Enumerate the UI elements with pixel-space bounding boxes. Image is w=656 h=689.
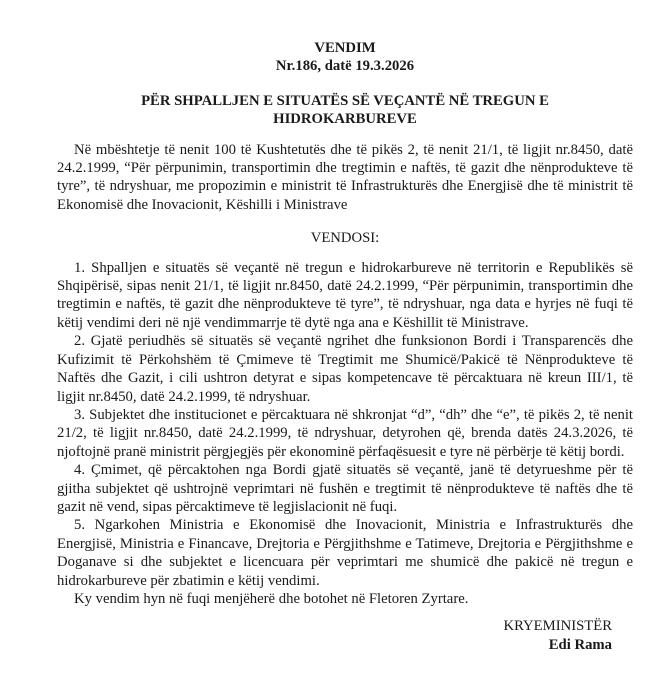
- decision-point-2: 2. Gjatë periudhës së situatës së veçantë ngrihet dhe funksionon Bordi i Transparencës dhe Kufizimit të Përkohshëm të Çmimeve të Tregtimit me Shumicë/Pakicë të Nënprodukteve të Naftës dhe Gazit, i cili ushtron detyrat e sipas kompetencave të përcaktuara në kreun III/1, të ligjit nr.8450, datë 24.2.1999, të ndryshuar.: [57, 333, 633, 405]
- decision-point-4: 4. Çmimet, që përcaktohen nga Bordi gjatë situatës së veçantë, janë të detyrueshme për të gjitha subjektet që ushtrojnë veprimtari në fushën e tregtimit të nënprodukteve të naftës dhe të gazit në vend, sipas përcaktimeve të legjislacionit në fuqi.: [57, 462, 633, 515]
- document-number-date: Nr.186, datë 19.3.2026: [275, 58, 415, 75]
- document-title: [57, 92, 633, 129]
- closing-statement: Ky vendim hyn në fuqi menjëherë dhe botohet në Fletoren Zyrtare.: [74, 590, 469, 607]
- decision-point-5: 5. Ngarkohen Ministria e Ekonomisë dhe Inovacionit, Ministria e Infrastrukturës dhe Energjisë, Ministria e Financave, Drejtoria e Përgjithshme e Tatimeve, Drejtoria e Përgjithshme e Doganave si dhe subjektet e licencuara për veprimtari me shumicë dhe pakicë në tregun e hidrokarbureve për zbatimin e këtij vendimi.: [57, 517, 633, 589]
- decision-point-3: 3. Subjektet dhe institucionet e përcaktuara në shkronjat “d”, “dh” dhe “e”, të pikës 2, të nenit 21/2, të ligjit nr.8450, datë 24.2.1999, të ndryshuar, detyrohen që, brenda datës 24.3.2026, të njoftojnë pranë ministrit përgjegjës për ekonominë përfaqësuesit e tyre në përbërje të këtij bordi.: [57, 406, 633, 460]
- signatory-title: KRYEMINISTËR: [503, 618, 612, 635]
- signatory-name: Edi Rama: [548, 636, 612, 653]
- signature-block: [57, 617, 633, 654]
- document-title-line2: HIDROKARBUREVE: [273, 111, 417, 128]
- decision-point-1: 1. Shpalljen e situatës së veçantë në tregun e hidrokarbureve në territorin e Republikës së Shqipërisë, sipas nenit 21/1, të ligjit nr.8450, datë 24.2.1999, “Për përpunimin, transportimin dhe tregtimin e naftës, të gazit dhe nënprodukteve të tyre”, të ndryshuar, nga data e hyrjes në fuqi të këtij vendimi deri në një vendimmarrje të dytë nga ana e Këshillit të Ministrave.: [57, 259, 633, 331]
- decision-heading: VENDOSI:: [310, 230, 380, 247]
- document-header: [57, 39, 633, 76]
- document-title-line1: PËR SHPALLJEN E SITUATËS SË VEÇANTË NË TREGUN E: [141, 92, 549, 109]
- preamble-paragraph: Në mbështetje të nenit 100 të Kushtetutës dhe të pikës 2, të nenit 21/1, të ligjit nr.8450, datë 24.2.1999, “Për përpunimin, transportimin dhe tregtimin e naftës, të gazit dhe nënprodukteve të tyre”, të ndryshuar, me propozimin e ministrit të Infrastrukturës dhe Energjisë dhe të ministrit të Ekonomisë dhe Inovacionit, Këshilli i Ministrave: [57, 141, 633, 213]
- document-kind-label: VENDIM: [314, 40, 376, 56]
